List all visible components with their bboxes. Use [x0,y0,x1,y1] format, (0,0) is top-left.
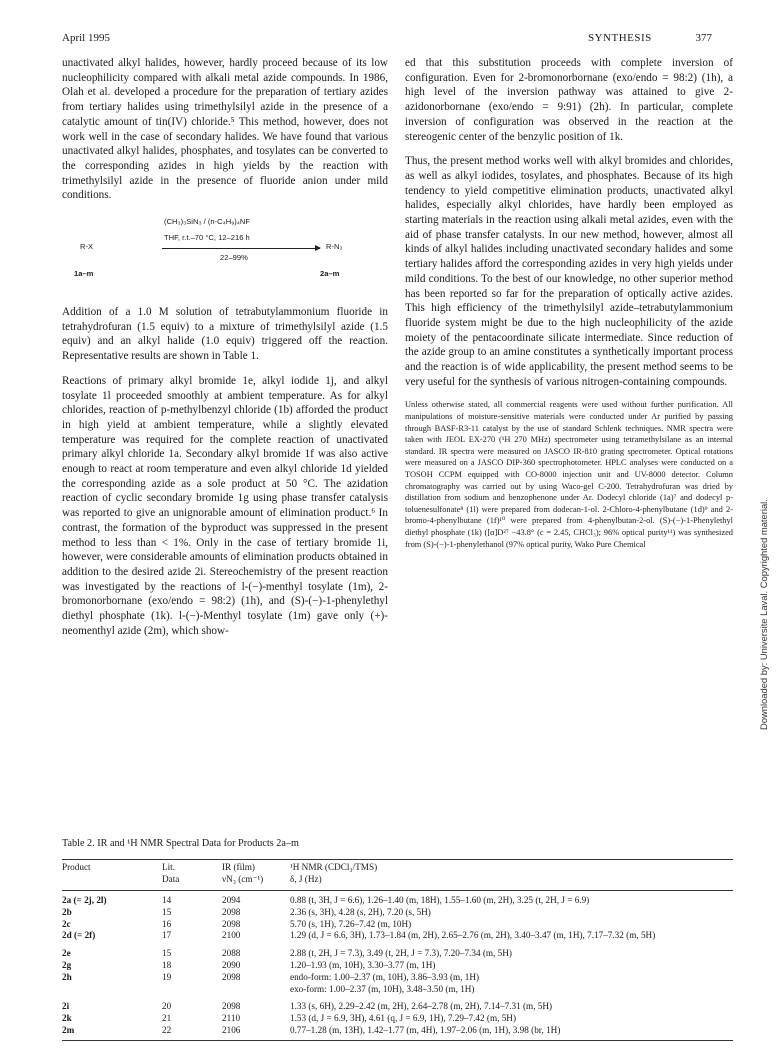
experimental-section: Unless otherwise stated, all commercial reagents were used without further purification. All manipulations of moisture-sensitive materials were conducted under Ar purified by passing through BASF-R3-11 catalyst by the use of standard Schlenk techniques. NMR spectra were taken with JEOL EX-270 (¹H 270 MHz) spectrometer using tetramethylsilane as an internal standard. IR spectra were measured on JASCO IR-810 grating spectrometer. Optical rotations were measured on a JASCO DIP-360 spectrophotometer. HPLC analyses were conducted on a TOSOH CCPM equipped with CO-8000 injection unit and UV-8000 detector. Column chromatography was carried out by using Waco-gel C-200. Tetrahydrofuran was dried by distillation from sodium and benzophenone under Ar. Dodecyl chloride (1a)⁷ and dodecyl p-toluenesulfonate⁸ (1l) were prepared from dodecan-1-ol. 2-Chloro-4-phenylbutane (1d)⁹ and 2-bromo-4-phenylbutane (1f)¹⁰ were prepared from 4-phenylbutan-2-ol. (S)-(−)-1-Phenylethyl diethyl phosphate (1k) ([α]D²⁷ −43.8° (c = 2.45, CHCl₃); 96% optical purity¹¹) was synthesized from (S)-(−)-1-phenylethanol (97% optical purity, Wako Pure Chemical [405,400,733,549]
table-row [62,919,733,931]
cell-product: 2e [62,948,71,959]
spectral-data-table [62,859,733,1041]
running-header [62,32,712,48]
cell-ir: 2098 [222,918,241,929]
cell-ir: 2098 [222,906,241,917]
table-row [62,942,733,960]
cell-product: 2b [62,906,72,917]
cell-ir: 2094 [222,895,241,905]
cell-lit: 21 [162,1013,172,1024]
cell-lit: 16 [162,918,172,929]
cell-lit [162,984,222,996]
cell-nmr: endo-form: 1.00–2.37 (m, 10H), 3.86–3.93 (m, 1H) [290,971,480,982]
cell-nmr: 0.88 (t, 3H, J = 6.6), 1.26–1.40 (m, 18H), 1.55–1.60 (m, 2H), 3.25 (t, 2H, J = 6.9) [290,895,590,905]
right-paragraph-2: Thus, the present method works well with alkyl bromides and chlorides, as well as alkyl iodides, tosylates, and phosphates. Because of its high tendency to yield competitive elimination products, unactivated alkyl halides, especially alkyl chlorides, have hardly been employed as starting materials in the reaction using alkali metal azides, even with the aid of phase transfer catalysts. In our new method, however, almost all kinds of alkyl halides including unactivated secondary halides and some tertiary halides afford the corresponding azides in very high yields under mild conditions. To the best of our knowledge, no other superior method has been reported so far for the preparation of optically active azides. This high efficiency of the trimethylsilyl azide–tetrabutylammonium fluoride system might be due to the high nucleophilicity of the azide moiety of the pentacoordinate silicate intermediate. Since reduction of the azide group to an amine constitutes a synthetically important process and the reaction is of wide applicability, the present method seems to be very useful for the synthesis of various nitrogen-containing compounds. [405,155,733,388]
table-row [62,907,733,919]
cell-nmr: 1.29 (d, J = 6.6, 3H), 1.73–1.84 (m, 2H), 2.65–2.76 (m, 2H), 3.40–3.47 (m, 1H), 7.17–7.32 (m, 5H) [290,930,656,941]
left-column [62,56,388,649]
cell-nmr: 1.53 (d, J = 6.9, 3H), 4.61 (q, J = 6.9, 1H), 7.29–7.42 (m, 5H) [290,1013,516,1024]
cell-ir: 2098 [222,971,241,982]
cell-lit: 18 [162,959,172,970]
cell-ir: 2110 [222,1013,241,1024]
col-header-nmr: ¹H NMR (CDCl₃/TMS) δ, J (Hz) [290,862,378,884]
cell-lit: 19 [162,971,172,982]
cell-product: 2g [62,959,72,970]
cell-product: 2h [62,971,72,982]
cell-lit: 15 [162,948,172,959]
scheme-reactant: R-X [80,242,94,252]
page-number: 377 [695,32,712,44]
cell-nmr: 2.36 (s, 3H), 4.28 (s, 2H), 7.20 (s, 5H) [290,906,431,917]
cell-product: 2k [62,1013,72,1024]
table-row [62,995,733,1013]
cell-product: 2i [62,1001,70,1012]
table-row [62,972,733,984]
cell-nmr: 5.70 (s, 1H), 7.26–7.42 (m, 10H) [290,918,412,929]
cell-product [62,984,162,996]
table-row [62,960,733,972]
table-row [62,930,733,942]
cell-lit: 15 [162,906,172,917]
scheme-yield: 22–99% [220,253,248,263]
cell-nmr: exo-form: 1.00–2.37 (m, 10H), 3.48–3.50 (m, 1H) [290,983,475,994]
cell-lit: 22 [162,1024,172,1035]
left-paragraph-3: Reactions of primary alkyl bromide 1e, alkyl iodide 1j, and alkyl tosylate 1l proceeded smoothly at ambient temperature. As for alkyl chlorides, reaction of p-methylbenzyl chloride (1b) afforded the product in high yield at ambient temperature, while a slightly elevated temperature was required for the complete reaction of unactivated primary alkyl chloride 1a. Secondary alkyl bromide 1f was also active enough to react at room temperature and even alkyl chloride 1d yielded the corresponding azide as a sole product at 50 °C. The azidation reaction of cyclic secondary bromide 1g using phase transfer catalysis was reported to give an unignorable amount of elimination product.⁶ In contrast, the formation of the byproduct was suppressed in the present method to less than < 1%. Only in the case of tertiary bromide 1i, however, were considerable amounts of elimination products obtained in addition to the desired azide 2i. Stereochemistry of the present reaction was investigated by the reactions of l-(−)-menthyl tosylate (1m), 2-bromonorbornane (exo/endo = 98:2) (1h), and (S)-(−)-1-phenylethyl diethyl phosphate (1k). l-(−)-Menthyl tosylate (1m) gave only (+)-neomenthyl azide (2m), which show- [62,374,388,637]
cell-nmr: 0.77–1.28 (m, 13H), 1.42–1.77 (m, 4H), 1.97–2.06 (m, 1H), 3.98 (br, 1H) [290,1024,561,1035]
cell-lit: 14 [162,895,172,905]
table-header-row [62,860,733,891]
cell-nmr: 1.33 (s, 6H), 2.29–2.42 (m, 2H), 2.64–2.78 (m, 2H), 7.14–7.31 (m, 5H) [290,1001,553,1012]
cell-lit: 20 [162,1001,172,1012]
scheme-reagents: (CH₃)₃SiN₃ / (n-C₄H₉)₄NF [164,217,250,227]
cell-ir: 2090 [222,959,241,970]
left-paragraph-2: Addition of a 1.0 M solution of tetrabutylammonium fluoride in tetrahydrofuran (1.5 equiv) to a mixture of trimethylsilyl azide (1.5 equiv) and an alkyl halide (1.0 equiv) triggered off the reaction. Representative results are shown in Table 1. [62,306,388,363]
table-row [62,1013,733,1025]
cell-ir: 2088 [222,948,241,959]
cell-ir [222,984,290,996]
scheme-product-range: 2a–m [320,269,340,279]
cell-product: 2m [62,1024,75,1035]
cell-lit: 17 [162,930,172,941]
cell-nmr: 1.20–1.93 (m, 10H), 3.30–3.77 (m, 1H) [290,959,436,970]
table-2 [62,838,733,1041]
journal-name: SYNTHESIS [588,32,652,44]
cell-product: 2d (= 2f) [62,930,96,941]
table-row [62,891,733,907]
reaction-arrow [162,248,320,249]
right-paragraph-1: ed that this substitution proceeds with complete inversion of configuration. Even for 2-bromonorbornane (exo/endo = 98:2) (1h), a high level of the inversion pathway was attained to give 2-azidonorbornane (exo/endo = 9:91) (2h). In particular, complete inversion of configuration was observed in the reaction at the stereogenic center of the benzylic position of 1k. [405,57,733,143]
scheme-product: R-N₃ [326,242,343,252]
download-watermark: Downloaded by: Universite Laval. Copyrighted material. [758,499,769,730]
table-row [62,1025,733,1040]
col-header-ir: IR (film) νN₃ (cm⁻¹) [222,862,264,884]
reaction-scheme [62,213,388,295]
cell-ir: 2106 [222,1024,241,1035]
table-row [62,984,733,996]
col-header-product: Product [62,862,91,872]
issue-date: April 1995 [62,32,110,44]
right-column [405,56,733,560]
cell-nmr: 2.88 (t, 2H, J = 7.3), 3.49 (t, 2H, J = 7.3), 7.20–7.34 (m, 5H) [290,948,512,959]
cell-product: 2c [62,918,71,929]
scheme-conditions: THF, r.t.–70 °C, 12–216 h [164,233,250,243]
scheme-reactant-range: 1a–m [74,269,94,279]
col-header-lit: Lit. Data [162,862,180,884]
table-title: Table 2. IR and ¹H NMR Spectral Data for Products 2a–m [62,838,299,849]
cell-ir: 2098 [222,1001,241,1012]
cell-ir: 2100 [222,930,241,941]
left-paragraph-1: unactivated alkyl halides, however, hardly proceed because of its low nucleophilicity compared with alkali metal azide compounds. In 1986, Olah et al. developed a procedure for the preparation of tertiary azides from tertiary halides using trimethylsilyl azide in the presence of a catalytic amount of tin(IV) chloride.⁵ This method, however, does not work well in the case of secondary halides. We have found that various unactivated alkyl halides, phosphates, and tosylates can be converted to the corresponding azides in high yields by the reaction with trimethylsilyl azide in the presence of fluoride anion under mild conditions. [62,57,388,202]
cell-product: 2a (= 2j, 2l) [62,895,107,905]
